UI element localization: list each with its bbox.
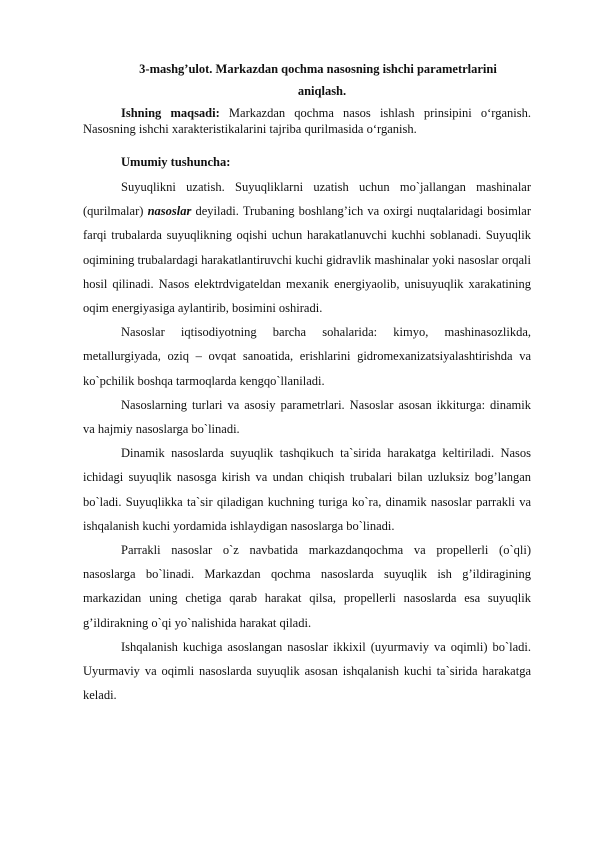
document-page [83,58,531,707]
document-title-line1: 3-mashg’ulot. Markazdan qochma nasosning ishchi parametrlarini [139,62,497,76]
term-nasoslar: nasoslar [147,204,192,219]
goal-text: Markazdan qochma nasos ishlash prinsipini o‘rganish. Nasosning ishchi xarakteristikalarini tajriba qurilmasida o‘rganish. [83,106,531,136]
goal-paragraph [83,105,531,137]
paragraph-1-end: deyiladi. Trubaning boshlang’ich va oxirgi nuqtalaridagi bosimlar farqi trubalarda suyuqlikning oqishi uchun harakatlanuvchi kuchhi soblanadi. Suyuqlik oqimining trubalardagi harakatlantiruvchi kuchi gidravlik mashinalar yoki nasoslar orqali hosil qilinadi. Nasos elektrdvigateldan mexanik energiyaolib, unisuyuqlik xarakatining oqim energiyasiga aylantirib, bosimini oshiradi. [83,204,531,316]
paragraph-1 [83,175,531,320]
document-title-line2: aniqlash. [297,84,347,98]
paragraph-5: Parrakli nasoslar o`z navbatida markazdanqochma va propellerli (o`qli) nasoslarga bo`linadi. Markazdan qochma nasoslarda suyuqlik ish g’ildiragining markazidan uning chetiga qarab harakat qilsa, propellerli nasoslarda esa suyuqlik g’ildirakning o`qi yo`nalishida harakat qiladi. [83,543,531,630]
paragraph-4: Dinamik nasoslarda suyuqlik tashqikuch ta`sirida harakatga keltiriladi. Nasos ichidagi suyuqlik nasosga kirish va undan chiqish trubalari bilan uzluksiz bog’langan bo`ladi. Suyuqlikka ta`sir qiladigan kuchning turiga ko`ra, dinamik nasoslar parrakli va ishqalanish kuchi yordamida ishlaydigan nasoslarga bo`linadi. [83,446,531,533]
paragraph-1-start: Suyuqlikni uzatish. Suyuqliklarni uzatish uchun mo`jallangan mashinalar (qurilmalar) [83,180,531,219]
paragraph-3: Nasoslarning turlari va asosiy parametrlari. Nasoslar asosan ikkiturga: dinamik va hajmiy nasoslarga bo`linadi. [83,397,531,437]
goal-label: Ishning maqsadi: [121,106,220,120]
paragraph-6: Ishqalanish kuchiga asoslangan nasoslar ikkixil (uyurmaviy va oqimli) bo`ladi. Uyurmaviy va oqimli nasoslarda suyuqlik asosan ishqalanish kuchi ta`sirida harakatga keladi. [83,639,531,703]
paragraph-2: Nasoslar iqtisodiyotning barcha sohalarida: kimyo, mashinasozlikda, metallurgiyada, oziq – ovqat sanoatida, erishlarini gidromexanizatsiyalashtirishda va ko`pchilik boshqa tarmoqlarda kengqo`llaniladi. [83,325,531,388]
section-heading: Umumiy tushuncha: [121,155,231,169]
